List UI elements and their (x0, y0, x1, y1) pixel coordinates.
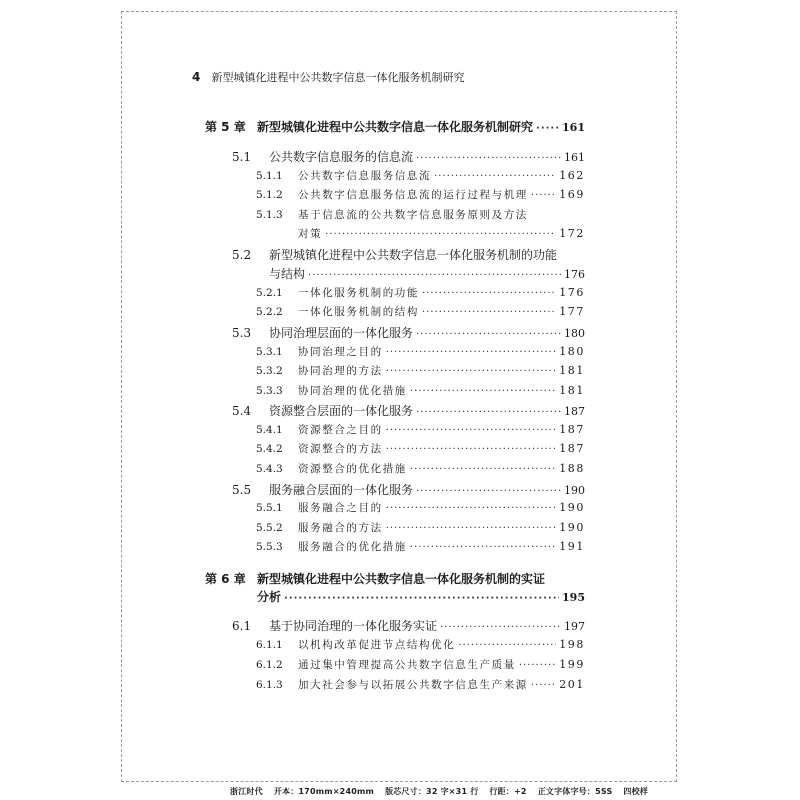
subsection-entry (256, 383, 585, 398)
dot-leader (386, 444, 557, 455)
section-entry (232, 481, 585, 498)
entry-title: 基于信息流的公共数字信息服务原则及方法 (298, 209, 528, 221)
chapter-entry (257, 588, 585, 605)
chapter-entry (205, 118, 585, 135)
entry-number: 5.1.1 (256, 170, 283, 182)
dot-leader (458, 640, 556, 651)
dot-leader (410, 464, 556, 475)
entry-page-number: 180 (564, 327, 585, 340)
subsection-entry (256, 500, 585, 515)
entry-page-number: 190 (559, 501, 585, 514)
entry-title: 新型城镇化进程中公共数字信息一体化服务机制的功能 (269, 248, 558, 262)
subsection-entry (256, 422, 585, 437)
entry-title: 资源整合之目的 (298, 424, 383, 436)
entry-title: 基于协同治理的一体化服务实证 (269, 619, 438, 633)
entry-number: 5.3 (232, 326, 252, 340)
entry-page-number: 199 (559, 658, 585, 671)
footer-proof-stage: 四校样 (623, 787, 649, 796)
entry-number: 第 6 章 (205, 572, 246, 586)
entry-number: 5.1.3 (256, 209, 283, 221)
subsection-entry (256, 207, 528, 222)
section-entry (232, 617, 585, 634)
entry-title: 以机构改革促进节点结构优化 (298, 639, 456, 651)
section-entry (232, 246, 557, 263)
entry-page-number: 172 (559, 227, 585, 240)
subsection-entry (256, 539, 585, 554)
footer-font-size: 正文字体字号：5SS (537, 787, 613, 796)
section-entry (232, 148, 585, 165)
entry-title: 新型城镇化进程中公共数字信息一体化服务机制研究 (257, 120, 534, 134)
entry-page-number: 161 (562, 121, 585, 134)
entry-page-number: 181 (559, 364, 585, 377)
entry-page-number: 190 (564, 484, 585, 497)
dot-leader (284, 593, 559, 604)
entry-title: 服务融合的优化措施 (298, 541, 407, 553)
page-number: 4 (192, 70, 201, 84)
dot-leader (531, 190, 556, 201)
entry-title: 协同治理之目的 (298, 346, 383, 358)
entry-page-number: 198 (559, 638, 585, 651)
entry-number: 5.4.3 (256, 463, 283, 475)
subsection-entry (256, 344, 585, 359)
entry-number: 5.2.1 (256, 287, 283, 299)
entry-number: 5.5.2 (256, 522, 283, 534)
entry-page-number: 187 (559, 442, 585, 455)
dot-leader (519, 660, 556, 671)
entry-title: 资源整合的优化措施 (298, 463, 407, 475)
entry-title: 公共数字信息服务信息流的运行过程与机理 (298, 189, 528, 201)
entry-page-number: 201 (559, 678, 585, 691)
entry-title: 新型城镇化进程中公共数字信息一体化服务机制的实证 (257, 572, 546, 586)
dot-leader (386, 503, 557, 514)
entry-title: 资源整合的方法 (298, 443, 383, 455)
section-entry (232, 402, 585, 419)
subsection-entry (256, 461, 585, 476)
chapter-entry (205, 570, 545, 587)
subsection-entry (256, 285, 585, 300)
dot-leader (308, 270, 561, 281)
entry-title: 一体化服务机制的功能 (298, 287, 419, 299)
entry-title: 对策 (298, 228, 323, 240)
subsection-entry (256, 677, 585, 692)
dot-leader (386, 523, 557, 534)
dot-leader (325, 229, 556, 240)
footer-layout: 版芯尺寸：32 字×31 行 (385, 787, 479, 796)
dot-leader (422, 288, 556, 299)
dot-leader (536, 123, 559, 134)
entry-page-number: 188 (559, 462, 585, 475)
footer-publisher: 浙江时代 (230, 787, 263, 796)
entry-page-number: 195 (562, 591, 585, 604)
footer-format: 开本：170mm×240mm (273, 787, 375, 796)
entry-title: 协同治理的方法 (298, 365, 383, 377)
entry-number: 6.1.3 (256, 679, 283, 691)
entry-title: 分析 (257, 590, 282, 604)
footer-line-spacing: 行距：+2 (489, 787, 527, 796)
entry-title: 服务融合的方法 (298, 522, 383, 534)
entry-title: 公共数字信息服务信息流 (298, 170, 432, 182)
entry-title: 协同治理的优化措施 (298, 385, 407, 397)
section-entry (269, 265, 585, 282)
entry-page-number: 181 (559, 384, 585, 397)
dot-leader (386, 347, 557, 358)
entry-title: 加大社会参与以拓展公共数字信息生产来源 (298, 679, 528, 691)
print-footer (230, 786, 656, 797)
subsection-entry (256, 441, 585, 456)
entry-title: 与结构 (269, 267, 306, 281)
entry-number: 5.2.2 (256, 306, 283, 318)
entry-page-number: 187 (564, 405, 585, 418)
entry-page-number: 180 (559, 345, 585, 358)
subsection-entry (256, 363, 585, 378)
dot-leader (386, 425, 557, 436)
entry-number: 5.3.2 (256, 365, 283, 377)
entry-number: 5.5 (232, 483, 252, 497)
subsection-entry (298, 226, 585, 241)
dot-leader (434, 171, 556, 182)
entry-number: 5.4.1 (256, 424, 283, 436)
running-header (192, 66, 464, 85)
entry-title: 资源整合层面的一体化服务 (269, 404, 414, 418)
entry-number: 5.3.1 (256, 346, 283, 358)
section-entry (232, 324, 585, 341)
entry-title: 服务融合层面的一体化服务 (269, 483, 414, 497)
dot-leader (416, 329, 561, 340)
dot-leader (440, 622, 561, 633)
entry-page-number: 162 (559, 169, 585, 182)
entry-title: 通过集中管理提高公共数字信息生产质量 (298, 659, 516, 671)
entry-title: 一体化服务机制的结构 (298, 306, 419, 318)
entry-number: 5.4.2 (256, 443, 283, 455)
dot-leader (531, 680, 556, 691)
subsection-entry (256, 187, 585, 202)
entry-number: 5.1.2 (256, 189, 283, 201)
entry-page-number: 177 (559, 305, 585, 318)
entry-page-number: 161 (564, 151, 585, 164)
entry-page-number: 190 (559, 521, 585, 534)
running-title: 新型城镇化进程中公共数字信息一体化服务机制研究 (211, 71, 465, 84)
subsection-entry (256, 168, 585, 183)
entry-number: 6.1.2 (256, 659, 283, 671)
subsection-entry (256, 657, 585, 672)
entry-page-number: 197 (564, 620, 585, 633)
subsection-entry (256, 304, 585, 319)
subsection-entry (256, 520, 585, 535)
dot-leader (410, 386, 556, 397)
entry-number: 5.5.3 (256, 541, 283, 553)
dot-leader (422, 307, 556, 318)
entry-number: 5.5.1 (256, 502, 283, 514)
entry-number: 5.1 (232, 150, 252, 164)
entry-title: 公共数字信息服务的信息流 (269, 150, 414, 164)
entry-number: 6.1.1 (256, 639, 283, 651)
dot-leader (410, 542, 556, 553)
entry-number: 5.2 (232, 248, 252, 262)
dot-leader (416, 407, 561, 418)
entry-page-number: 176 (564, 268, 585, 281)
entry-title: 服务融合之目的 (298, 502, 383, 514)
dot-leader (386, 366, 557, 377)
entry-title: 协同治理层面的一体化服务 (269, 326, 414, 340)
subsection-entry (256, 637, 585, 652)
entry-number: 第 5 章 (205, 120, 246, 134)
dot-leader (416, 153, 561, 164)
entry-page-number: 191 (559, 540, 585, 553)
entry-page-number: 176 (559, 286, 585, 299)
entry-number: 5.3.3 (256, 385, 283, 397)
entry-number: 5.4 (232, 404, 252, 418)
entry-page-number: 187 (559, 423, 585, 436)
entry-number: 6.1 (232, 619, 252, 633)
dot-leader (416, 486, 561, 497)
entry-page-number: 169 (559, 188, 585, 201)
